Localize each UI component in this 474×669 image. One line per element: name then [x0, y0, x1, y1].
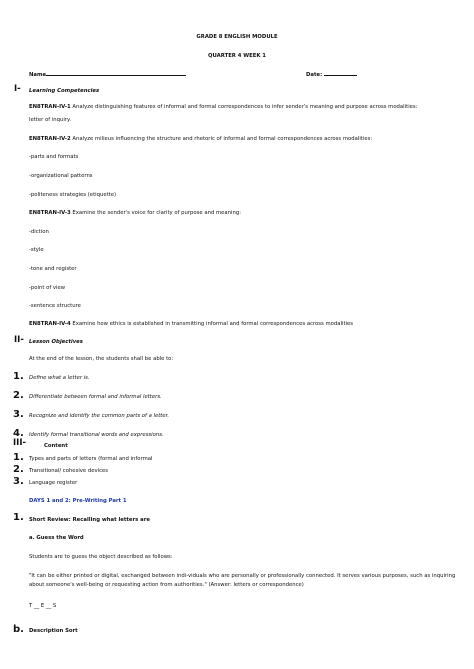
- competency-2: [29, 136, 372, 143]
- list-item: -politeness strategies (etiquette): [29, 192, 117, 198]
- content-item: Language register: [29, 480, 78, 486]
- module-title: GRADE 8 ENGLISH MODULE: [196, 34, 278, 40]
- date-blank[interactable]: [324, 70, 357, 76]
- name-blank[interactable]: [46, 70, 186, 76]
- content-heading: Content: [44, 443, 68, 449]
- list-item: -point of view: [29, 285, 66, 291]
- description-sort-heading: Description Sort: [29, 628, 78, 634]
- guess-quote: "It can be either printed or digital, exchanged between indi-viduals who are personally or professionally connected. It serves various purposes, such as inquiring about someone's well-being or requesting action from authorities." (Answer: letters or correspondence): [29, 573, 456, 588]
- name-label: Name: [29, 72, 47, 78]
- date-field: [306, 70, 357, 79]
- objective-number: 1.: [13, 371, 24, 382]
- objective-text: Define what a letter is.: [29, 375, 90, 381]
- description-sort-marker: b.: [13, 624, 24, 635]
- objective-number: 3.: [13, 409, 24, 420]
- content-item: Transitional/ cohesive devices: [29, 468, 109, 474]
- competency-4-text: Examine how ethics is established in transmitting informal and formal correspondences across modalities: [70, 321, 354, 327]
- list-item: -sentence structure: [29, 303, 81, 309]
- name-field: [29, 70, 186, 79]
- learning-competencies-heading: Learning Competencies: [29, 88, 100, 94]
- quarter-week: QUARTER 4 WEEK 1: [208, 53, 266, 59]
- competency-1-continued: letter of inquiry.: [29, 117, 72, 123]
- competency-3-text: Examine the sender's voice for clarity of purpose and meaning:: [70, 210, 242, 216]
- review-number: 1.: [13, 512, 24, 523]
- short-review-heading: Short Review: Recalling what letters are: [29, 517, 150, 523]
- competency-1-code: EN8TRAN-IV-1: [29, 104, 71, 110]
- objective-text: Identify formal transitional words and expressions.: [29, 432, 164, 438]
- list-item: -parts and formats: [29, 154, 79, 160]
- section-1-marker: I-: [14, 84, 21, 94]
- guess-instruction: Students are to guess the object described as follows:: [29, 554, 173, 560]
- days-heading: DAYS 1 and 2: Pre-Writing Part 1: [29, 498, 127, 504]
- guess-the-word-heading: a. Guess the Word: [29, 535, 84, 541]
- section-3-marker: III-: [13, 438, 27, 448]
- competency-4: [29, 321, 353, 328]
- competency-2-code: EN8TRAN-IV-2: [29, 136, 71, 142]
- section-2-marker: II-: [14, 335, 24, 345]
- competency-3-code: EN8TRAN-IV-3: [29, 210, 71, 216]
- date-label: Date:: [306, 72, 325, 78]
- competency-3: [29, 210, 241, 217]
- list-item: -tone and register: [29, 266, 77, 272]
- objective-text: Recognize and identify the common parts of a letter.: [29, 413, 170, 419]
- competency-1: [29, 104, 417, 111]
- objective-text: Differentiate between formal and informal letters.: [29, 394, 162, 400]
- content-number: 2.: [13, 464, 24, 475]
- list-item: -diction: [29, 229, 49, 235]
- competency-1-text: Analyze distinguishing features of informal and formal correspondences to infer sender's meaning and purpose across modalities:: [70, 104, 418, 110]
- competency-2-text: Analyze milieus influencing the structure and rhetoric of informal and formal correspondences across modalities:: [70, 136, 373, 142]
- content-number: 3.: [13, 476, 24, 487]
- objective-number: 2.: [13, 390, 24, 401]
- objectives-intro: At the end of the lesson, the students shall be able to:: [29, 356, 174, 362]
- guess-blanks: T __ E __ S: [29, 603, 57, 609]
- list-item: -style: [29, 247, 44, 253]
- lesson-objectives-heading: Lesson Objectives: [29, 339, 83, 345]
- objective-number: 4.: [13, 428, 24, 439]
- content-number: 1.: [13, 452, 24, 463]
- competency-4-code: EN8TRAN-IV-4: [29, 321, 71, 327]
- content-item: Types and parts of letters (formal and informal: [29, 456, 153, 462]
- list-item: -organizational patterns: [29, 173, 93, 179]
